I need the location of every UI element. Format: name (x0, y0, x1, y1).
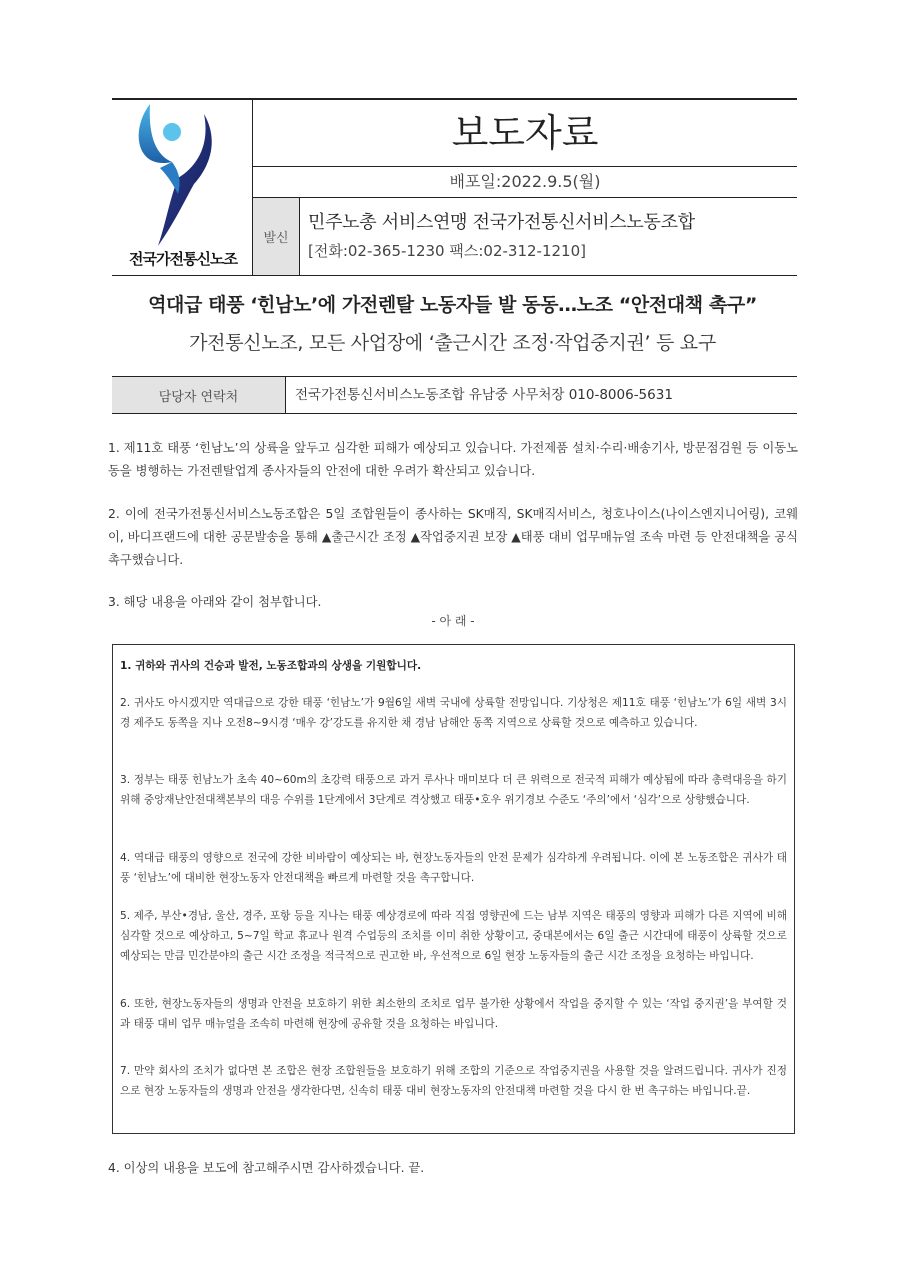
headline: 역대급 태풍 ‘힌남노’에 가전렌탈 노동자들 발 동동…노조 “안전대책 촉구” (148, 294, 757, 316)
divider (285, 377, 286, 413)
contact-value: 전국가전통신서비스노동조합 유남중 사무처장 010-8006-5631 (295, 387, 673, 403)
union-logo-icon (112, 100, 252, 250)
paragraph-3: 3. 해당 내용을 아래와 같이 첨부합니다. (108, 595, 322, 609)
official-letter-box (112, 644, 795, 1134)
logo-text: 전국가전통신노조 (129, 250, 237, 268)
contact-label: 담당자 연락처 (112, 377, 285, 413)
letter-item: 7. 만약 회사의 조치가 없다면 본 조합은 현장 조합원들을 보호하기 위해 조합의 기준으로 작업중지권을 사용할 것을 알려드립니다. 귀사가 진정으로 현장 노동자들의 생명과 안전을 생각한다면, 신속히 태풍 대비 현장노동자의 안전대책 마련할 것을 다시 한 번 촉구하는 바입니다.끝. (120, 1065, 787, 1097)
subheadline: 가전통신노조, 모든 사업장에 ‘출근시간 조정·작업중지권’ 등 요구 (189, 332, 716, 354)
divider (299, 198, 300, 275)
sender-phone: [전화:02-365-1230 팩스:02-312-1210] (308, 242, 586, 260)
letter-item: 3. 정부는 태풍 힌남노가 초속 40~60m의 초강력 태풍으로 과거 루사나 매미보다 더 큰 위력으로 전국적 피해가 예상됨에 따라 총력대응을 하기 위해 중앙재난안전대책본부의 대응 수위를 1단계에서 3단계로 격상했고 태풍•호우 위기경보 수준도 ‘주의’에서 ‘심각’으로 상향했습니다. (120, 774, 787, 806)
letter-item: 2. 귀사도 아시겠지만 역대급으로 강한 태풍 ‘힌남노’가 9월6일 새벽 국내에 상륙할 전망입니다. 기상청은 제11호 태풍 ‘힌남노’가 6일 새벽 3시경 제주도 동쪽을 지나 오전8~9시경 ‘매우 강’강도를 유지한 채 경남 남해안 동쪽 지역으로 상륙할 것으로 예측하고 있습니다. (120, 697, 787, 729)
letter-item: 5. 제주, 부산•경남, 울산, 경주, 포항 등을 지나는 태풍 예상경로에 따라 직접 영향권에 드는 남부 지역은 태풍의 영향과 피해가 다른 지역에 비해 심각할 것으로 예상하고, 5~7일 학교 휴교나 원격 수업등의 조치를 이미 취한 상황이고, 중대본에서는 6일 출근 시간대에 태풍이 상륙할 것으로 예상되는 만큼 민간분야의 출근 시간 조정을 적극적으로 권고한 바, 우선적으로 6일 현장 노동자들의 출근 시간 조정을 요청하는 바입니다. (120, 910, 787, 962)
page-title: 보도자료 (451, 111, 599, 155)
contact-row (112, 376, 797, 414)
release-date: 배포일:2022.9.5(월) (449, 172, 601, 191)
letter-item: 4. 역대급 태풍의 영향으로 전국에 강한 비바람이 예상되는 바, 현장노동자들의 안전 문제가 심각하게 우려됩니다. 이에 본 노동조합은 귀사가 태풍 ‘힌남노’에 대비한 현장노동자 안전대책을 빠르게 마련할 것을 촉구합니다. (120, 852, 787, 884)
below-marker: - 아 래 - (431, 614, 475, 628)
letter-item: 1. 귀하와 귀사의 건승과 발전, 노동조합과의 상생을 기원합니다. (120, 660, 422, 672)
paragraph-2: 2. 이에 전국가전통신서비스노동조합은 5일 조합원들이 종사하는 SK매직, SK매직서비스, 청호나이스(나이스엔지니어링), 코웨이, 바디프랜드에 대한 공문발송을 통해 ▲출근시간 조정 ▲작업중지권 보장 ▲태풍 대비 업무매뉴얼 조속 마련 등 안전대책을 공식 촉구했습니다. (108, 507, 798, 567)
sender-organization: 민주노총 서비스연맹 전국가전통신서비스노동조합 (308, 212, 695, 233)
press-release-header (112, 98, 797, 276)
sender-label: 발신 (253, 198, 299, 275)
divider (253, 197, 797, 198)
paragraph-4: 4. 이상의 내용을 보도에 참고해주시면 감사하겠습니다. 끝. (108, 1161, 425, 1175)
paragraph-1: 1. 제11호 태풍 ‘힌남노’의 상륙을 앞두고 심각한 피해가 예상되고 있습니다. 가전제품 설치·수리·배송기사, 방문점검원 등 이동노동을 병행하는 가전렌탈업계 종사자들의 안전에 대한 우려가 확산되고 있습니다. (108, 441, 798, 478)
letter-item: 6. 또한, 현장노동자들의 생명과 안전을 보호하기 위한 최소한의 조치로 업무 불가한 상황에서 작업을 중지할 수 있는 ‘작업 중지권’을 부여할 것과 태풍 대비 업무 매뉴얼을 조속히 마련해 현장에 공유할 것을 요청하는 바입니다. (120, 998, 787, 1030)
union-logo (112, 100, 252, 275)
